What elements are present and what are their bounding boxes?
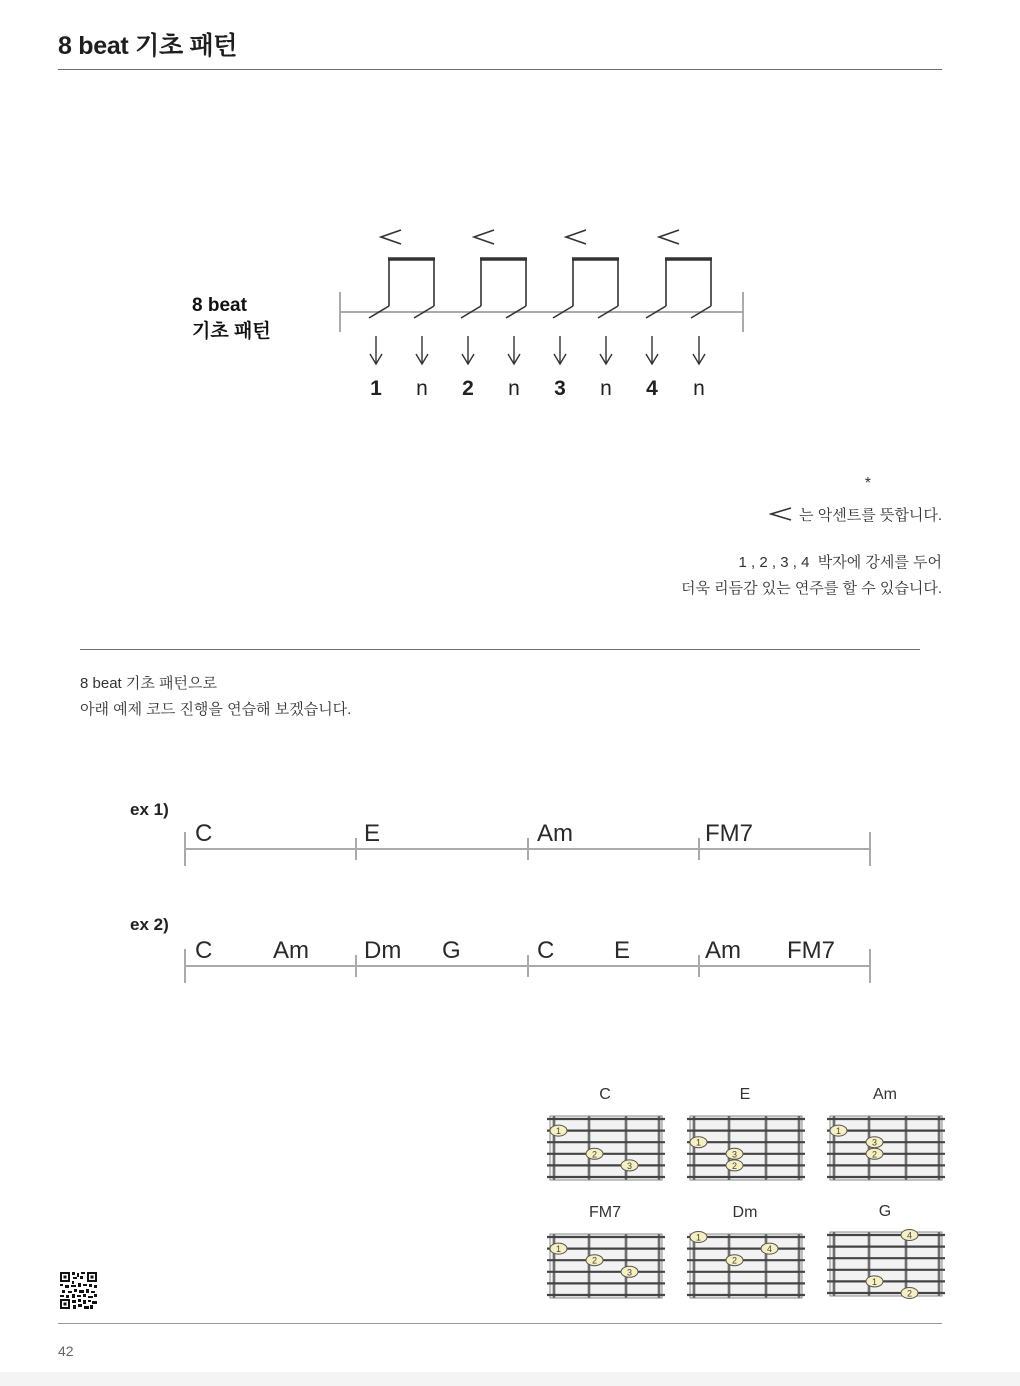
finger-dot	[866, 1137, 883, 1148]
svg-text:1: 1	[695, 1232, 702, 1243]
example-1-label: ex 1)	[130, 800, 169, 819]
finger-dot	[586, 1255, 603, 1266]
chord-diagram-fm7	[547, 1231, 665, 1301]
pattern-label-line2: 기초 패턴	[192, 321, 271, 342]
finger-dot	[761, 1243, 778, 1254]
count-and-1: n	[416, 377, 428, 400]
note-line-1: 1 , 2 , 3 , 4 박자에 강세를 두어	[738, 554, 942, 571]
diagram-name-dm: Dm	[732, 1204, 758, 1221]
finger-dot	[586, 1148, 603, 1159]
diagram-name-am: Am	[873, 1086, 897, 1103]
svg-text:3: 3	[626, 1160, 633, 1171]
svg-text:3: 3	[731, 1149, 738, 1160]
ex2-chord-c: C	[195, 937, 213, 964]
finger-dot	[866, 1148, 883, 1159]
svg-text:3: 3	[626, 1267, 633, 1278]
finger-dot	[726, 1148, 743, 1159]
svg-text:2: 2	[731, 1160, 738, 1171]
finger-dot	[866, 1276, 883, 1287]
count-and-4: n	[693, 377, 705, 400]
intro-line-1: 8 beat 기초 패턴으로	[80, 675, 217, 692]
svg-text:1: 1	[555, 1126, 562, 1137]
accent-icon	[769, 506, 793, 522]
svg-text:2: 2	[591, 1149, 598, 1160]
finger-dot	[621, 1160, 638, 1171]
intro-text	[80, 671, 351, 723]
finger-dot	[690, 1232, 707, 1243]
intro-line-2: 아래 예제 코드 진행을 연습해 보겠습니다.	[80, 701, 352, 718]
pattern-label-line1: 8 beat	[192, 295, 247, 316]
finger-dot	[550, 1125, 567, 1136]
ex2-chord-am2: Am	[705, 937, 741, 964]
down-stroke-arrows	[370, 336, 705, 364]
accent-marks	[381, 230, 679, 244]
page-title: 8 beat 기초 패턴	[58, 32, 238, 60]
ex1-chord-fm7: FM7	[705, 820, 753, 847]
count-1: 1	[370, 377, 382, 400]
accent-meaning: 는 악센트를 뜻합니다.	[799, 507, 942, 524]
ex2-chord-fm7: FM7	[787, 937, 835, 964]
pattern-label	[192, 293, 271, 345]
svg-text:2: 2	[591, 1255, 598, 1266]
svg-text:2: 2	[871, 1149, 878, 1160]
count-4: 4	[646, 377, 658, 400]
ex2-chord-e: E	[614, 937, 631, 964]
chord-diagram-e	[687, 1113, 805, 1183]
finger-dot	[690, 1137, 707, 1148]
note-line-2: 더욱 리듬감 있는 연주를 할 수 있습니다.	[680, 580, 942, 597]
section-divider	[80, 649, 920, 650]
svg-text:1: 1	[555, 1244, 562, 1255]
finger-dot	[550, 1243, 567, 1254]
svg-text:1: 1	[695, 1137, 702, 1148]
finger-dot	[830, 1125, 847, 1136]
ex2-chord-c2: C	[537, 937, 555, 964]
diagram-name-fm7: FM7	[589, 1204, 621, 1221]
finger-dot	[901, 1288, 918, 1299]
finger-dot	[901, 1230, 918, 1241]
chord-diagram-g	[827, 1229, 945, 1299]
count-2: 2	[462, 377, 474, 400]
diagram-name-g: G	[878, 1203, 892, 1220]
ex1-chord-e: E	[364, 820, 381, 847]
ex1-chord-c: C	[195, 820, 213, 847]
example-1-staff	[180, 828, 880, 870]
ex2-chord-dm: Dm	[364, 937, 402, 964]
svg-text:2: 2	[906, 1288, 913, 1299]
eighth-note-pairs	[369, 258, 712, 318]
svg-text:3: 3	[871, 1137, 878, 1148]
svg-text:1: 1	[835, 1126, 842, 1137]
footer-divider	[58, 1323, 942, 1324]
qr-code-icon[interactable]	[60, 1272, 97, 1309]
ex2-chord-am: Am	[273, 937, 309, 964]
svg-text:4: 4	[766, 1244, 773, 1255]
finger-dot	[621, 1266, 638, 1277]
ex1-chord-am: Am	[537, 820, 573, 847]
diagram-name-c: C	[599, 1086, 611, 1103]
chord-diagram-dm	[687, 1231, 805, 1301]
page-number: 42	[58, 1343, 74, 1359]
accent-note	[769, 504, 942, 525]
finger-dot	[726, 1255, 743, 1266]
chord-diagram-c	[547, 1113, 665, 1183]
page-bottom-band	[0, 1372, 1020, 1386]
svg-text:4: 4	[906, 1230, 913, 1241]
note-asterisk: *	[864, 475, 871, 492]
svg-text:2: 2	[731, 1255, 738, 1266]
title-divider	[58, 69, 942, 70]
count-and-2: n	[508, 377, 520, 400]
svg-text:1: 1	[871, 1276, 878, 1287]
count-3: 3	[554, 377, 566, 400]
rhythm-notation	[330, 220, 760, 380]
finger-dot	[726, 1160, 743, 1171]
ex2-chord-g: G	[442, 937, 461, 964]
example-2-label: ex 2)	[130, 915, 169, 934]
diagram-name-e: E	[739, 1086, 751, 1103]
chord-diagram-am	[827, 1113, 945, 1183]
count-and-3: n	[600, 377, 612, 400]
